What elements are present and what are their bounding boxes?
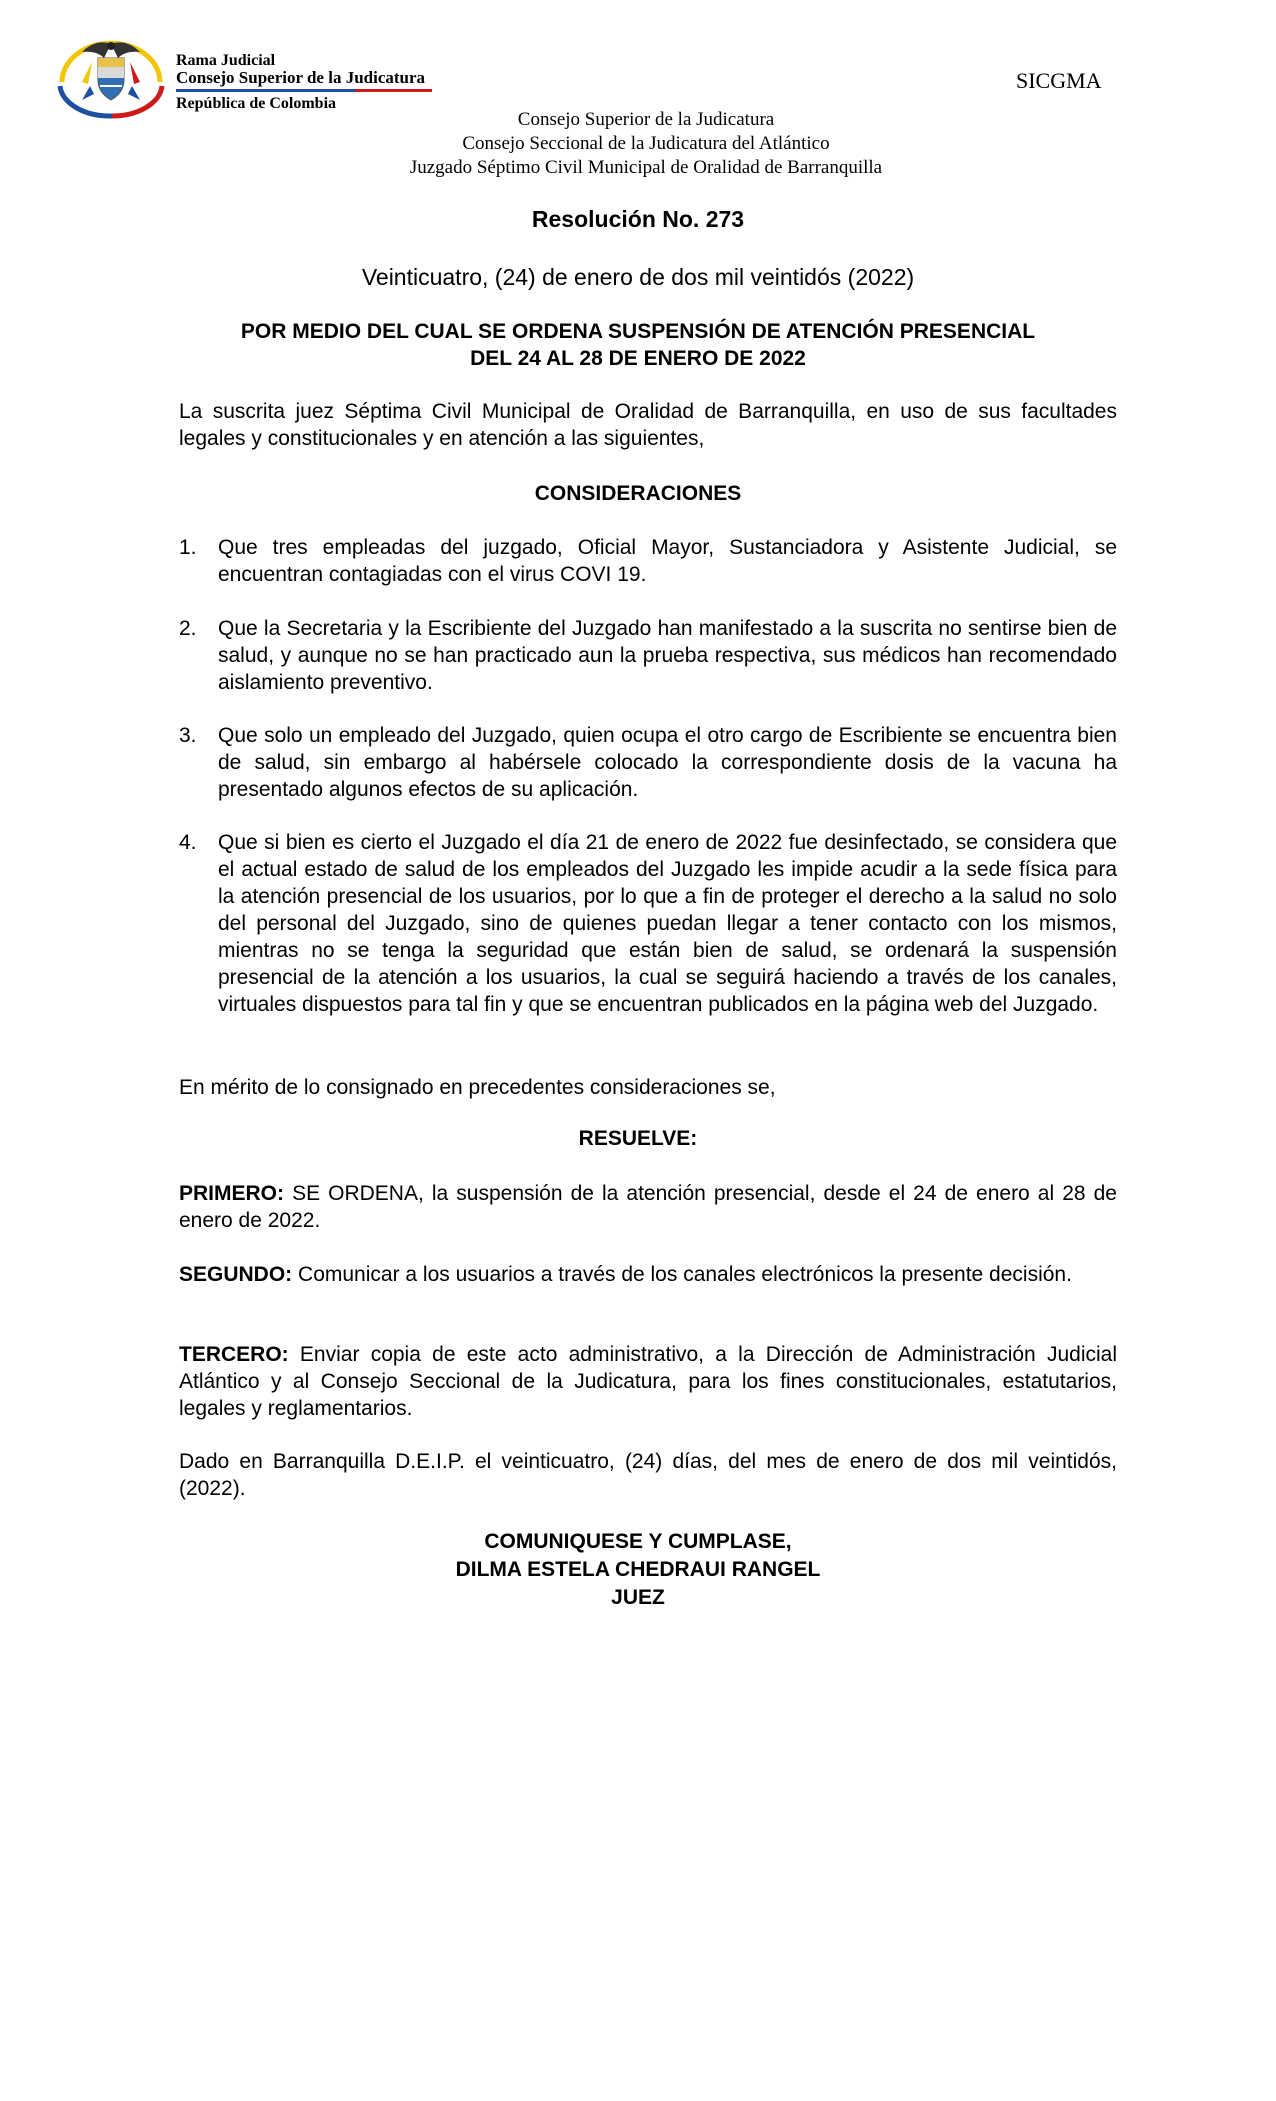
brand-line-1: Rama Judicial bbox=[176, 52, 276, 69]
brand-line-3: República de Colombia bbox=[176, 95, 337, 112]
item-text: Que tres empleadas del juzgado, Oficial Mayor, Sustanciadora y Asistente Judicial, se encuentran contagiadas con el virus COVI 19. bbox=[218, 536, 1117, 586]
item-number: 3. bbox=[179, 724, 197, 747]
resolve-first-label: PRIMERO: bbox=[179, 1182, 284, 1205]
signature-title: JUEZ bbox=[611, 1586, 665, 1609]
item-number: 4. bbox=[179, 831, 197, 854]
title-line-2: DEL 24 AL 28 DE ENERO DE 2022 bbox=[470, 347, 806, 370]
item-text: Que si bien es cierto el Juzgado el día 21 de enero de 2022 fue desinfectado, se considera que el actual estado de salud de los empleados del Juzgado les impide acudir a la sede física para la atención presencial de los usuarios, por lo que a fin de proteger el derecho a la salud no solo del personal del Juzgado, sino de quienes puedan llegar a tener contacto con los mismos, mientras no se tenga la seguridad que están bien de salud, se ordenará la suspensión presencial de la atención a los usuarios, la cual se seguirá haciendo a través de los canales, virtuales dispuestos para tal fin y que se encuentran publicados en la página web del Juzgado. bbox=[218, 831, 1117, 1016]
document-code: SICGMA bbox=[1016, 68, 1102, 93]
item-number: 2. bbox=[179, 617, 197, 640]
list-item bbox=[179, 722, 1117, 803]
resolution-title bbox=[0, 318, 1276, 372]
resolution-date: Veinticuatro, (24) de enero de dos mil veintidós (2022) bbox=[361, 264, 915, 290]
institution-line: Juzgado Séptimo Civil Municipal de Oralidad de Barranquilla bbox=[409, 157, 883, 178]
considerations-closing: En mérito de lo consignado en precedentes consideraciones se, bbox=[179, 1076, 776, 1099]
institution-block bbox=[0, 108, 1276, 180]
resolve-third-text: Enviar copia de este acto administrativo, a la Dirección de Administración Judicial Atlántico y al Consejo Seccional de la Judicatura, para los fines constitucionales, estatutarios, legales y reglamentarios. bbox=[179, 1343, 1117, 1420]
item-text: Que la Secretaria y la Escribiente del Juzgado han manifestado a la suscrita no sentirse bien de salud, y aunque no se han practicado aun la prueba respectiva, sus médicos han recomendado aislamiento preventivo. bbox=[218, 617, 1117, 694]
resolve-third bbox=[179, 1341, 1117, 1422]
item-number: 1. bbox=[179, 536, 197, 559]
considerations-heading: CONSIDERACIONES bbox=[534, 482, 742, 505]
given-paragraph: Dado en Barranquilla D.E.I.P. el veinticuatro, (24) días, del mes de enero de dos mil veintidós, (2022). bbox=[179, 1450, 1117, 1500]
list-item bbox=[179, 534, 1117, 588]
title-line-1: POR MEDIO DEL CUAL SE ORDENA SUSPENSIÓN DE ATENCIÓN PRESENCIAL bbox=[240, 320, 1036, 343]
signature-name: DILMA ESTELA CHEDRAUI RANGEL bbox=[455, 1558, 821, 1581]
brand-divider bbox=[176, 89, 432, 92]
institution-line: Consejo Seccional de la Judicatura del Atlántico bbox=[462, 133, 830, 154]
brand-text bbox=[176, 52, 432, 112]
resolves-heading: RESUELVE: bbox=[578, 1127, 698, 1150]
list-item bbox=[179, 615, 1117, 696]
intro-paragraph: La suscrita juez Séptima Civil Municipal de Oralidad de Barranquilla, en uso de sus facultades legales y constitucionales y en atención a las siguientes, bbox=[179, 400, 1117, 450]
resolve-third-label: TERCERO: bbox=[179, 1343, 289, 1366]
signature-block bbox=[0, 1528, 1276, 1612]
resolve-second bbox=[179, 1261, 1117, 1288]
item-text: Que solo un empleado del Juzgado, quien ocupa el otro cargo de Escribiente se encuentra bien de salud, sin embargo al habérsele colocado la correspondiente dosis de la vacuna ha presentado algunos efectos de su aplicación. bbox=[218, 724, 1117, 801]
resolve-first bbox=[179, 1180, 1117, 1234]
resolution-number: Resolución No. 273 bbox=[531, 206, 745, 232]
brand-line-2: Consejo Superior de la Judicatura bbox=[176, 68, 426, 87]
institution-line: Consejo Superior de la Judicatura bbox=[517, 109, 775, 130]
resolve-second-text: Comunicar a los usuarios a través de los canales electrónicos la presente decisión. bbox=[292, 1263, 1072, 1286]
signature-line-1: COMUNIQUESE Y CUMPLASE, bbox=[484, 1530, 792, 1553]
list-item bbox=[179, 829, 1117, 1018]
resolve-first-text: SE ORDENA, la suspensión de la atención presencial, desde el 24 de enero al 28 de enero de 2022. bbox=[179, 1182, 1117, 1232]
resolve-second-label: SEGUNDO: bbox=[179, 1263, 293, 1286]
